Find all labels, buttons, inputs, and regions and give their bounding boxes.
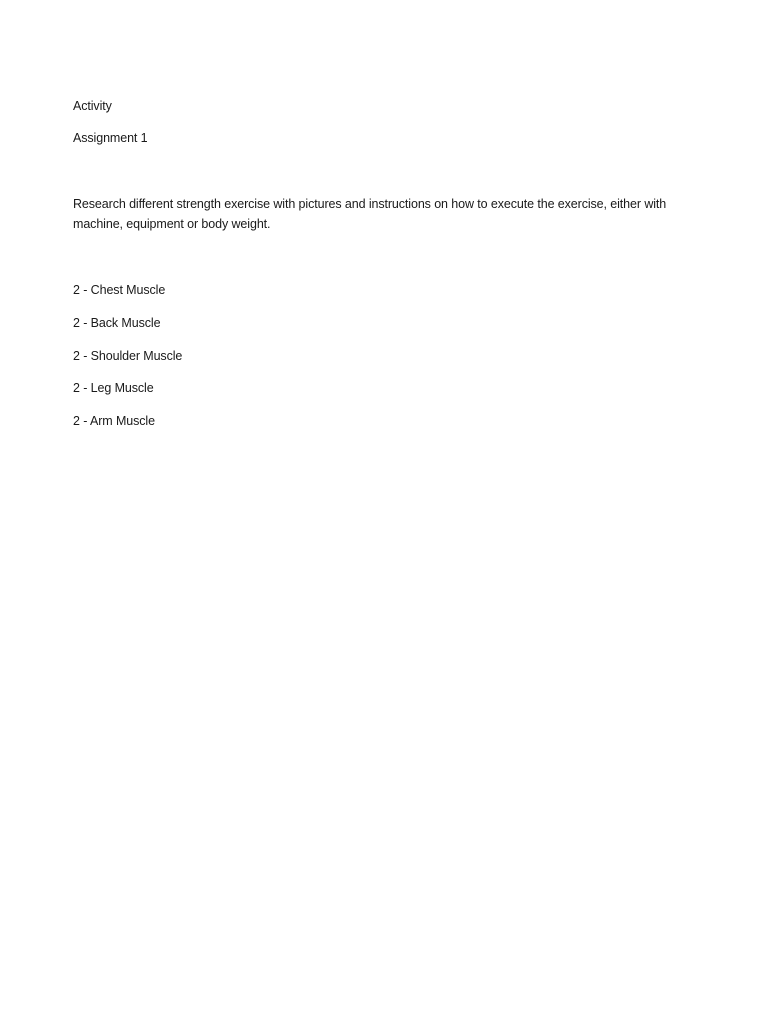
instruction-paragraph: Research different strength exercise with pictures and instructions on how to execute the exercise, either with machine, equipment or body weight. bbox=[73, 197, 667, 231]
list-item-chest: 2 - Chest Muscle bbox=[73, 283, 166, 297]
list-item-arm: 2 - Arm Muscle bbox=[73, 414, 155, 428]
list-item-leg: 2 - Leg Muscle bbox=[73, 381, 154, 395]
activity-heading: Activity bbox=[73, 99, 112, 113]
list-item-shoulder: 2 - Shoulder Muscle bbox=[73, 349, 183, 363]
assignment-title: Assignment 1 bbox=[73, 131, 148, 145]
list-item-back: 2 - Back Muscle bbox=[73, 316, 161, 330]
